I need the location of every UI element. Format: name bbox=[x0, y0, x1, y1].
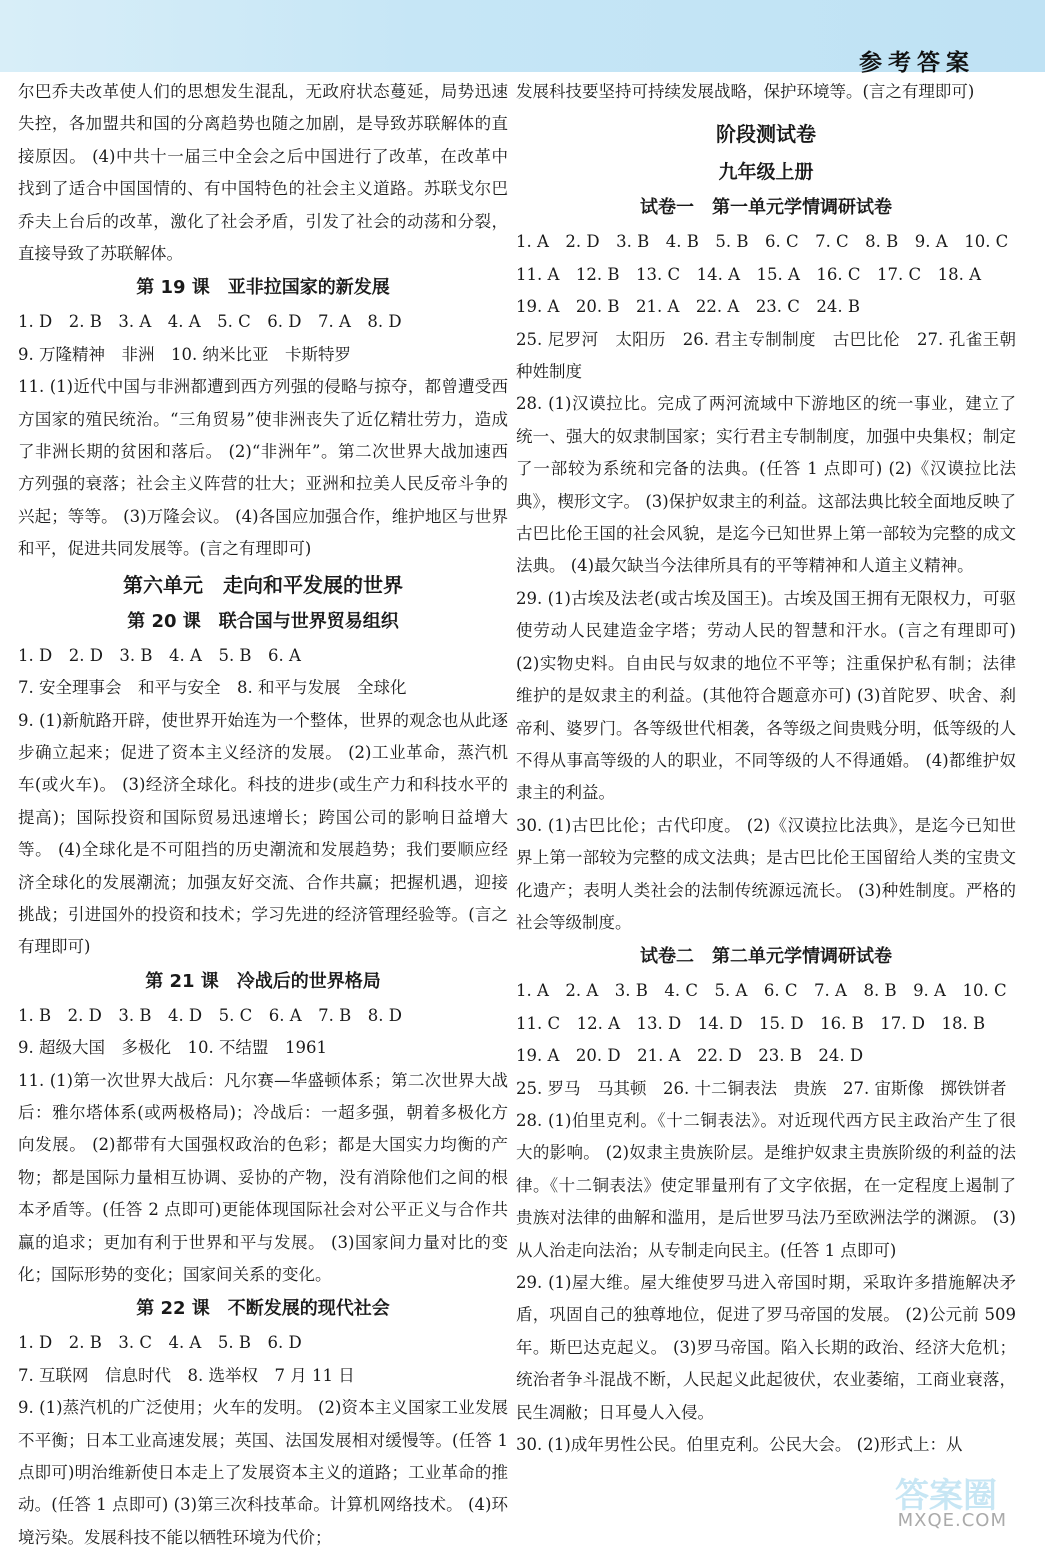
watermark-url: MXQE.COM bbox=[897, 1510, 1007, 1531]
lesson-heading: 第 19 课 亚非拉国家的新发展 bbox=[136, 277, 390, 299]
answer-paragraph: 28. (1)汉谟拉比。完成了两河流域中下游地区的统一事业，建立了统一、强大的奴隶制国家；实行君主专制制度，加强中央集权；制定了一部较为系统和完备的法典。(任答 1 点即可) (2)《汉谟拉比法典》，楔形文字。 (3)保护奴隶主的利益。这部法典比较全面地反映了古巴比伦王国的社会风貌，是迄今已知世界上第一部较为完整的成文法典。 (4)最欠缺当今法律所具有的平等精神和人道主义精神。 bbox=[516, 394, 1016, 576]
answer-paragraph: 尔巴乔夫改革使人们的思想发生混乱，无政府状态蔓延，局势迅速失控，各加盟共和国的分离趋势也随之加剧，是导致苏联解体的直接原因。 (4)中共十一届三中全会之后中国进行了改革，在改革中找到了适合中国国情的、有中国特色的社会主义道路。苏联戈尔巴乔夫上台后的改革，激化了社会矛盾，引发了社会的动荡和分裂，直接导致了苏联解体。 bbox=[18, 82, 508, 264]
answer-paragraph: 9. 超级大国 多极化 10. 不结盟 1961 bbox=[18, 1038, 327, 1058]
right-column bbox=[516, 76, 1033, 1461]
section-heading: 阶段测试卷 bbox=[716, 122, 816, 147]
answer-paragraph: 11. C 12. A 13. D 14. D 15. D 16. B 17. D 18. B bbox=[516, 1013, 986, 1033]
lesson-heading: 第 20 课 联合国与世界贸易组织 bbox=[127, 610, 399, 632]
answer-paragraph: 11. (1)近代中国与非洲都遭到西方列强的侵略与掠夺，都曾遭受西方国家的殖民统治。“三角贸易”使非洲丧失了近亿精壮劳力，造成了非洲长期的贫困和落后。 (2)“非洲年”。第二次世界大战加速西方列强的衰落；社会主义阵营的壮大；亚洲和拉美人民反帝斗争的兴起；等等。 (3)万隆会议。 (4)各国应加强合作，维护地区与世界和平，促进共同发展等。(言之有理即可) bbox=[18, 377, 508, 559]
answer-paragraph: 29. (1)古埃及法老(或古埃及国王)。古埃及国王拥有无限权力，可驱使劳动人民建造金字塔；劳动人民的智慧和汗水。(言之有理即可) (2)实物史料。自由民与奴隶的地位不平等；注重保护私有制；法律维护的是奴隶主的利益。(其他符合题意亦可) (3)首陀罗、吠舍、刹帝利、婆罗门。各等级世代相袭，各等级之间贵贱分明，低等级的人不得从事高等级的人的职业，不同等级的人不得通婚。 (4)都维护奴隶主的利益。 bbox=[516, 588, 1016, 803]
answer-paragraph: 发展科技要坚持可持续发展战略，保护环境等。(言之有理即可) bbox=[516, 82, 975, 101]
answer-paragraph: 30. (1)古巴比伦；古代印度。 (2)《汉谟拉比法典》，是迄今已知世界上第一部较为完整的成文法典；是古巴比伦王国留给人类的宝贵文化遗产；表明人类社会的法制传统源远流长。 (3)种姓制度。严格的社会等级制度。 bbox=[516, 815, 1016, 932]
answer-paragraph: 1. B 2. D 3. B 4. D 5. C 6. A 7. B 8. D bbox=[18, 1005, 403, 1025]
answer-paragraph: 11. (1)第一次世界大战后：凡尔赛—华盛顿体系；第二次世界大战后：雅尔塔体系(或两极格局)；冷战后：一超多强，朝着多极化方向发展。 (2)都带有大国强权政治的色彩；都是大国实力均衡的产物；都是国际力量相互协调、妥协的产物，没有消除他们之间的根本矛盾等。(任答 2 点即可)更能体现国际社会对公平正义与合作共赢的追求；更加有利于世界和平与发展。 (3)国家间力量对比的变化；国际形势的变化；国家间关系的变化。 bbox=[18, 1070, 508, 1284]
answer-paragraph: 19. A 20. D 21. A 22. D 23. B 24. D bbox=[516, 1046, 864, 1066]
answer-paragraph: 30. (1)成年男性公民。伯里克利。公民大会。 (2)形式上：从 bbox=[516, 1435, 963, 1455]
page-title: 参考答案 bbox=[859, 50, 975, 76]
test-paper-heading: 试卷二 第二单元学情调研试卷 bbox=[640, 946, 892, 968]
answer-paragraph: 7. 安全理事会 和平与安全 8. 和平与发展 全球化 bbox=[18, 678, 407, 698]
answer-paragraph: 25. 罗马 马其顿 26. 十二铜表法 贵族 27. 宙斯像 掷铁饼者 bbox=[516, 1078, 1007, 1098]
answer-paragraph: 9. (1)蒸汽机的广泛使用；火车的发明。 (2)资本主义国家工业发展不平衡；日本工业高速发展；英国、法国发展相对缓慢等。(任答 1 点即可)明治维新使日本走上了发展资本主义的道路；工业革命的推动。(任答 1 点即可) (3)第三次科技革命。计算机网络技术。 (4)环境污染。发展科技不能以牺牲环境为代价； bbox=[18, 1398, 508, 1547]
left-column bbox=[18, 76, 508, 1554]
answer-paragraph: 29. (1)屋大维。屋大维使罗马进入帝国时期，采取许多措施解决矛盾，巩固自己的独尊地位，促进了罗马帝国的发展。 (2)公元前 509 年。斯巴达克起义。 (3)罗马帝国。陷入长期的政治、经济大危机；统治者争斗混战不断，人民起义此起彼伏，农业萎缩，工商业衰落，民生凋敝；日耳曼人入侵。 bbox=[516, 1273, 1016, 1422]
test-paper-heading: 试卷一 第一单元学情调研试卷 bbox=[640, 197, 892, 219]
answer-paragraph: 1. D 2. B 3. A 4. A 5. C 6. D 7. A 8. D bbox=[18, 312, 402, 332]
lesson-heading: 第 21 课 冷战后的世界格局 bbox=[145, 970, 381, 992]
answer-paragraph: 7. 互联网 信息时代 8. 选举权 7 月 11 日 bbox=[18, 1365, 355, 1385]
answer-paragraph: 11. A 12. B 13. C 14. A 15. A 16. C 17. C 18. A bbox=[516, 264, 982, 284]
lesson-heading: 第 22 课 不断发展的现代社会 bbox=[136, 1298, 390, 1320]
answer-paragraph: 1. A 2. D 3. B 4. B 5. B 6. C 7. C 8. B 9. A 10. C bbox=[516, 232, 1009, 252]
grade-heading: 九年级上册 bbox=[718, 161, 814, 184]
answer-paragraph: 1. D 2. B 3. C 4. A 5. B 6. D bbox=[18, 1333, 302, 1353]
answer-paragraph: 19. A 20. B 21. A 22. A 23. C 24. B bbox=[516, 297, 861, 317]
answer-paragraph: 25. 尼罗河 太阳历 26. 君主专制制度 古巴比伦 27. 孔雀王朝 种姓制度 bbox=[516, 329, 1033, 382]
answer-paragraph: 1. A 2. A 3. B 4. C 5. A 6. C 7. A 8. B 9. A 10. C bbox=[516, 981, 1007, 1001]
watermark-logo: 答案圈 bbox=[895, 1476, 997, 1516]
answer-paragraph: 28. (1)伯里克利。《十二铜表法》。对近现代西方民主政治产生了很大的影响。 (2)奴隶主贵族阶层。是维护奴隶主贵族阶级的利益的法律。《十二铜表法》使定罪量刑有了文字依据，在一定程度上遏制了贵族对法律的曲解和滥用，是后世罗马法乃至欧洲法学的渊源。 (3)从人治走向法治；从专制走向民主。(任答 1 点即可) bbox=[516, 1110, 1016, 1260]
header-banner bbox=[0, 0, 1045, 76]
unit-heading: 第六单元 走向和平发展的世界 bbox=[123, 572, 403, 597]
answer-paragraph: 9. (1)新航路开辟，使世界开始连为一个整体，世界的观念也从此逐步确立起来；促进了资本主义经济的发展。 (2)工业革命，蒸汽机车(或火车)。 (3)经济全球化。科技的进步(或生产力和科技水平的提高)；国际投资和国际贸易迅速增长；跨国公司的影响日益增大等。 (4)全球化是不可阻挡的历史潮流和发展趋势；我们要顺应经济全球化的发展潮流；加强友好交流、合作共赢；把握机遇，迎接挑战；引进国外的投资和技术；学习先进的经济管理经验等。(言之有理即可) bbox=[18, 710, 508, 957]
answer-paragraph: 9. 万隆精神 非洲 10. 纳米比亚 卡斯特罗 bbox=[18, 344, 351, 364]
answer-paragraph: 1. D 2. D 3. B 4. A 5. B 6. A bbox=[18, 645, 301, 665]
